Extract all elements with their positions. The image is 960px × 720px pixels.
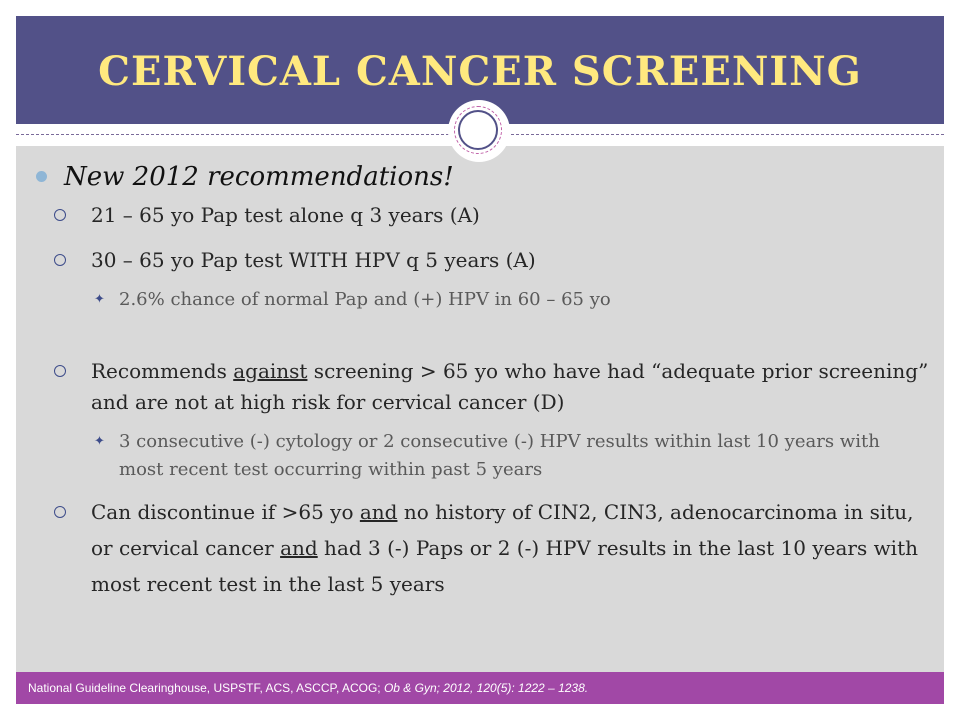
star-bullet-icon: ✦: [94, 434, 105, 449]
circle-bullet-icon: [54, 254, 66, 266]
slide-title: CERVICAL CANCER SCREENING: [98, 48, 862, 95]
bullet-dot-icon: [36, 171, 47, 182]
circle-bullet-icon: [54, 506, 66, 518]
circle-bullet-icon: [54, 209, 66, 221]
bullet-sub-2: 30 – 65 yo Pap test WITH HPV q 5 years (A): [30, 245, 930, 276]
footer-citation: National Guideline Clearinghouse, USPSTF, ACS, ASCCP, ACOG; Ob & Gyn; 2012, 120(5): 1222 – 1238.: [16, 672, 944, 704]
bullet-detail-2: ✦ 3 consecutive (-) cytology or 2 consecutive (-) HPV results within last 10 years with most recent test occurring within past 5 years: [30, 428, 930, 484]
slide-content: [30, 160, 930, 602]
bullet-sub-4: Can discontinue if >65 yo and no history of CIN2, CIN3, adenocarcinoma in situ, or cervical cancer and had 3 (-) Paps or 2 (-) HPV results in the last 10 years with most recent test in the last 5 years: [30, 494, 930, 602]
bullet-sub-3: Recommends against screening > 65 yo who have had “adequate prior screening” and are not at high risk for cervical cancer (D): [30, 356, 930, 418]
circle-bullet-icon: [54, 365, 66, 377]
star-bullet-icon: ✦: [94, 292, 105, 307]
bullet-detail-1: ✦ 2.6% chance of normal Pap and (+) HPV in 60 – 65 yo: [30, 286, 930, 314]
bullet-main: New 2012 recommendations!: [30, 160, 930, 194]
bullet-sub-1: 21 – 65 yo Pap test alone q 3 years (A): [30, 200, 930, 231]
circle-emblem-icon: [448, 100, 510, 162]
